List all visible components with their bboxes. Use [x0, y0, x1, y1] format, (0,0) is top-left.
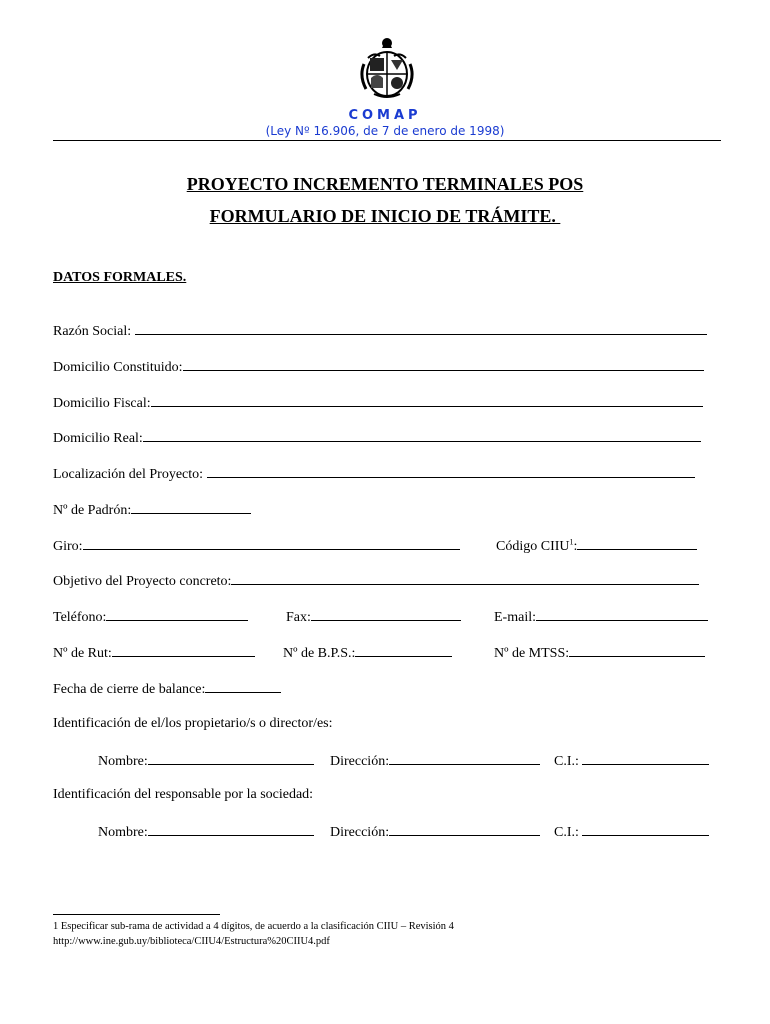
fecha-balance-field	[53, 680, 281, 698]
propietario-nombre-field	[98, 752, 314, 770]
codigo-ciiu-label: Código CIIU	[496, 539, 570, 554]
bps-label: Nº de B.P.S.:	[283, 646, 356, 661]
padron-label: Nº de Padrón:	[53, 503, 132, 518]
email-field	[494, 608, 708, 626]
coat-of-arms-seal-icon	[356, 34, 418, 100]
objetivo-label: Objetivo del Proyecto concreto:	[53, 574, 232, 589]
fecha-balance-input-line[interactable]	[205, 680, 281, 693]
domicilio-fiscal-field	[53, 394, 703, 412]
ident-responsable-heading	[53, 787, 313, 803]
codigo-ciiu-field: Código CIIU$^1$:	[496, 537, 697, 555]
mtss-field	[494, 644, 705, 662]
propietario-ci-input-line[interactable]	[582, 752, 709, 765]
propietario-direccion-label: Dirección:	[330, 754, 390, 769]
telefono-input-line[interactable]	[106, 608, 248, 621]
razon-social-field	[53, 322, 707, 340]
responsable-direccion-input-line[interactable]	[389, 823, 540, 836]
header-divider	[53, 140, 721, 141]
org-name: COMAP	[348, 108, 422, 123]
domicilio-real-field	[53, 429, 701, 447]
mtss-input-line[interactable]	[569, 644, 705, 657]
propietario-ci-field	[554, 752, 709, 770]
ident-responsable-label: Identificación del responsable por la sociedad:	[53, 787, 314, 802]
propietario-nombre-label: Nombre:	[98, 754, 148, 769]
rut-label: Nº de Rut:	[53, 646, 112, 661]
giro-label: Giro:	[53, 539, 83, 554]
telefono-field	[53, 608, 248, 626]
objetivo-field	[53, 572, 699, 590]
domicilio-fiscal-input-line[interactable]	[151, 394, 703, 407]
responsable-ci-input-line[interactable]	[582, 823, 709, 836]
localizacion-field	[53, 465, 695, 483]
law-reference: (Ley Nº 16.906, de 7 de enero de 1998)	[265, 124, 505, 138]
propietario-nombre-input-line[interactable]	[148, 752, 314, 765]
propietario-direccion-input-line[interactable]	[389, 752, 540, 765]
codigo-ciiu-input-line[interactable]	[577, 537, 697, 550]
telefono-label: Teléfono:	[53, 610, 107, 625]
domicilio-constituido-field	[53, 358, 704, 376]
giro-input-line[interactable]	[83, 537, 460, 550]
section-heading: DATOS FORMALES.	[53, 270, 187, 285]
ident-propietarios-heading	[53, 716, 333, 732]
rut-field	[53, 644, 255, 662]
domicilio-fiscal-label: Domicilio Fiscal:	[53, 396, 151, 411]
objetivo-input-line[interactable]	[231, 572, 699, 585]
fax-field	[286, 608, 461, 626]
razon-social-input-line[interactable]	[135, 322, 707, 335]
domicilio-real-input-line[interactable]	[143, 429, 701, 442]
email-input-line[interactable]	[536, 608, 708, 621]
email-label: E-mail:	[494, 610, 536, 625]
propietario-ci-label: C.I.:	[554, 754, 579, 769]
responsable-ci-field	[554, 823, 709, 841]
fax-label: Fax:	[286, 610, 311, 625]
responsable-nombre-label: Nombre:	[98, 825, 148, 840]
padron-input-line[interactable]	[131, 501, 251, 514]
footnote-divider	[53, 914, 220, 915]
responsable-direccion-label: Dirección:	[330, 825, 390, 840]
responsable-ci-label: C.I.:	[554, 825, 579, 840]
ident-propietarios-label: Identificación de el/los propietario/s o director/es:	[53, 716, 333, 731]
footnote-link[interactable]: http://www.ine.gub.uy/biblioteca/CIIU4/Estructura%20CIIU4.pdf	[53, 936, 330, 947]
document-subtitle: FORMULARIO DE INICIO DE TRÁMITE.	[209, 206, 561, 226]
document-title: PROYECTO INCREMENTO TERMINALES POS	[186, 174, 584, 194]
bps-field	[283, 644, 452, 662]
responsable-direccion-field	[330, 823, 540, 841]
fax-input-line[interactable]	[311, 608, 461, 621]
padron-field	[53, 501, 251, 519]
domicilio-real-label: Domicilio Real:	[53, 431, 143, 446]
propietario-direccion-field	[330, 752, 540, 770]
domicilio-constituido-label: Domicilio Constituido:	[53, 360, 183, 375]
responsable-nombre-input-line[interactable]	[148, 823, 314, 836]
localizacion-input-line[interactable]	[207, 465, 695, 478]
mtss-label: Nº de MTSS:	[494, 646, 570, 661]
responsable-nombre-field	[98, 823, 314, 841]
fecha-balance-label: Fecha de cierre de balance:	[53, 682, 206, 697]
giro-field	[53, 537, 460, 555]
domicilio-constituido-input-line[interactable]	[183, 358, 704, 371]
footnote-marker: 1	[569, 537, 574, 547]
razon-social-label: Razón Social:	[53, 324, 132, 339]
bps-input-line[interactable]	[355, 644, 452, 657]
localizacion-label: Localización del Proyecto:	[53, 467, 204, 482]
footnote-text: 1 Especificar sub-rama de actividad a 4 dígitos, de acuerdo a la clasificación CIIU – Revisión 4	[53, 921, 454, 932]
rut-input-line[interactable]	[112, 644, 255, 657]
